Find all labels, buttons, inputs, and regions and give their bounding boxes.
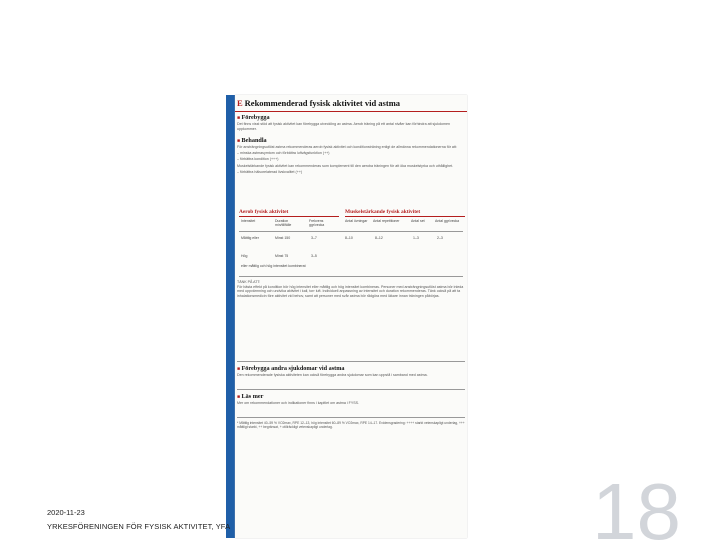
table-heading-aerob: Aerob fysisk aktivitet: [239, 209, 289, 215]
column-header: Intensitet: [241, 219, 256, 223]
section-divider: [237, 417, 465, 418]
title-marker-icon: E: [237, 98, 243, 108]
section-forebygga-andra: [237, 365, 465, 379]
table-rule: [345, 216, 465, 217]
table-cell: 3–7: [311, 236, 317, 240]
section-divider: [237, 389, 465, 390]
table-rule: [239, 216, 339, 217]
section-text: – förbättra kondition (+++): [237, 157, 279, 162]
table-cell: Minst 150: [275, 236, 291, 240]
section-forebygga: [237, 114, 465, 133]
table-cell: Hög: [241, 254, 248, 258]
tank-pa-heading: TÄNK PÅ ATT:: [237, 280, 261, 284]
table-rule: [239, 276, 463, 277]
page-number: 18: [592, 467, 681, 556]
square-bullet-icon: ■: [237, 139, 241, 144]
section-divider: [237, 361, 465, 362]
section-text: – förbättra hälsorelaterad livskvalitet (++): [237, 169, 303, 174]
section-tank-pa: [237, 280, 465, 299]
table-cell: Minst 75: [275, 254, 289, 258]
section-text: Den rekommenderade fysiska aktiviteten kan också förebygga andra sjukdomar som kan uppstå i samband med astma.: [237, 373, 428, 377]
column-header: Antal ggr/vecka: [435, 219, 460, 223]
section-heading: Förebygga andra sjukdomar vid astma: [241, 365, 345, 372]
footer-organization: YRKESFÖRENINGEN FÖR FYSISK AKTIVITET, YFA: [47, 522, 231, 531]
table-heading-muskel: Muskelstärkande fysisk aktivitet: [345, 209, 421, 215]
square-bullet-icon: ■: [237, 367, 241, 372]
table-rule: [239, 231, 463, 232]
table-note: eller måttlig och hög intensitet kombinerat: [241, 264, 306, 268]
column-header: Antal övningar: [345, 219, 368, 223]
section-text: Muskelstärkande fysisk aktivitet kan rekommenderas som komplement till den aeroba träningen för att öka muskelstyrka och uthållighet.: [237, 163, 454, 168]
column-header: Antal repetitioner: [373, 219, 400, 223]
table-cell: 1–3: [413, 236, 419, 240]
table-cell: 8–10: [345, 236, 353, 240]
document-image: [235, 95, 467, 538]
section-heading: Behandla: [241, 137, 267, 144]
column-header: Antal set: [411, 219, 425, 223]
section-text: Det finns visst stöd att fysisk aktivitet kan förebygga utveckling av astma. Aerob träning på ett antal nivåer kan förhindra att sjukdomen uppkommer.: [237, 122, 450, 131]
table-cell: 3–5: [311, 254, 317, 258]
square-bullet-icon: ■: [237, 116, 241, 121]
document-title: [235, 95, 467, 112]
tank-pa-text: För bästa effekt på kondition bör hög intensitet eller måttlig och hög intensitet kombineras. Personer med ansträngningsutlöst astma bör inleda med uppvärmning och undvika aktivitet i kall, torr luft. Individuell anpassning av intensitet och duration rekommenderas. Tänk också på att ta inhalationsmedicin före aktivitet vid behov, samt att personer med svår astma bör rådgöra med läkare innan träningen påbörjas.: [237, 284, 464, 299]
square-bullet-icon: ■: [237, 395, 241, 400]
table-cell: 2–3: [437, 236, 443, 240]
footnotes: * Måttlig intensitet 40–59 % VO2max, RPE 12–13, hög intensitet 60–89 % VO2max, RPE 14–17. Evidensgradering: ++++ starkt vetenskapligt underlag, +++ måttligt starkt, ++ begränsat, + otillräckligt vetenskapligt underlag.: [237, 421, 465, 430]
table-cell: Måttlig eller: [241, 236, 259, 240]
section-text: – minska astmasymtom och förbättra luftvägsfunktion (++): [237, 151, 330, 156]
accent-bar: [226, 95, 235, 538]
table-cell: 8–12: [375, 236, 383, 240]
section-las-mer: [237, 393, 465, 407]
column-header: Duration min/tillfälle: [275, 219, 292, 228]
section-text: Mer om rekommendationer och indikationer finns i kapitlet om astma i FYSS.: [237, 401, 360, 405]
section-text: För ansträngningsutlöst astma rekommenderas aerob fysisk aktivitet och konditionsträning enligt de allmänna rekommendationerna för att:: [237, 145, 457, 149]
section-behandla: [237, 137, 465, 176]
document-title-text: Rekommenderad fysisk aktivitet vid astma: [244, 98, 401, 108]
column-header: Frekvens ggr/vecka: [309, 219, 325, 228]
footer-date: 2020-11-23: [47, 508, 85, 517]
section-heading: Läs mer: [241, 393, 264, 400]
section-heading: Förebygga: [241, 114, 270, 121]
